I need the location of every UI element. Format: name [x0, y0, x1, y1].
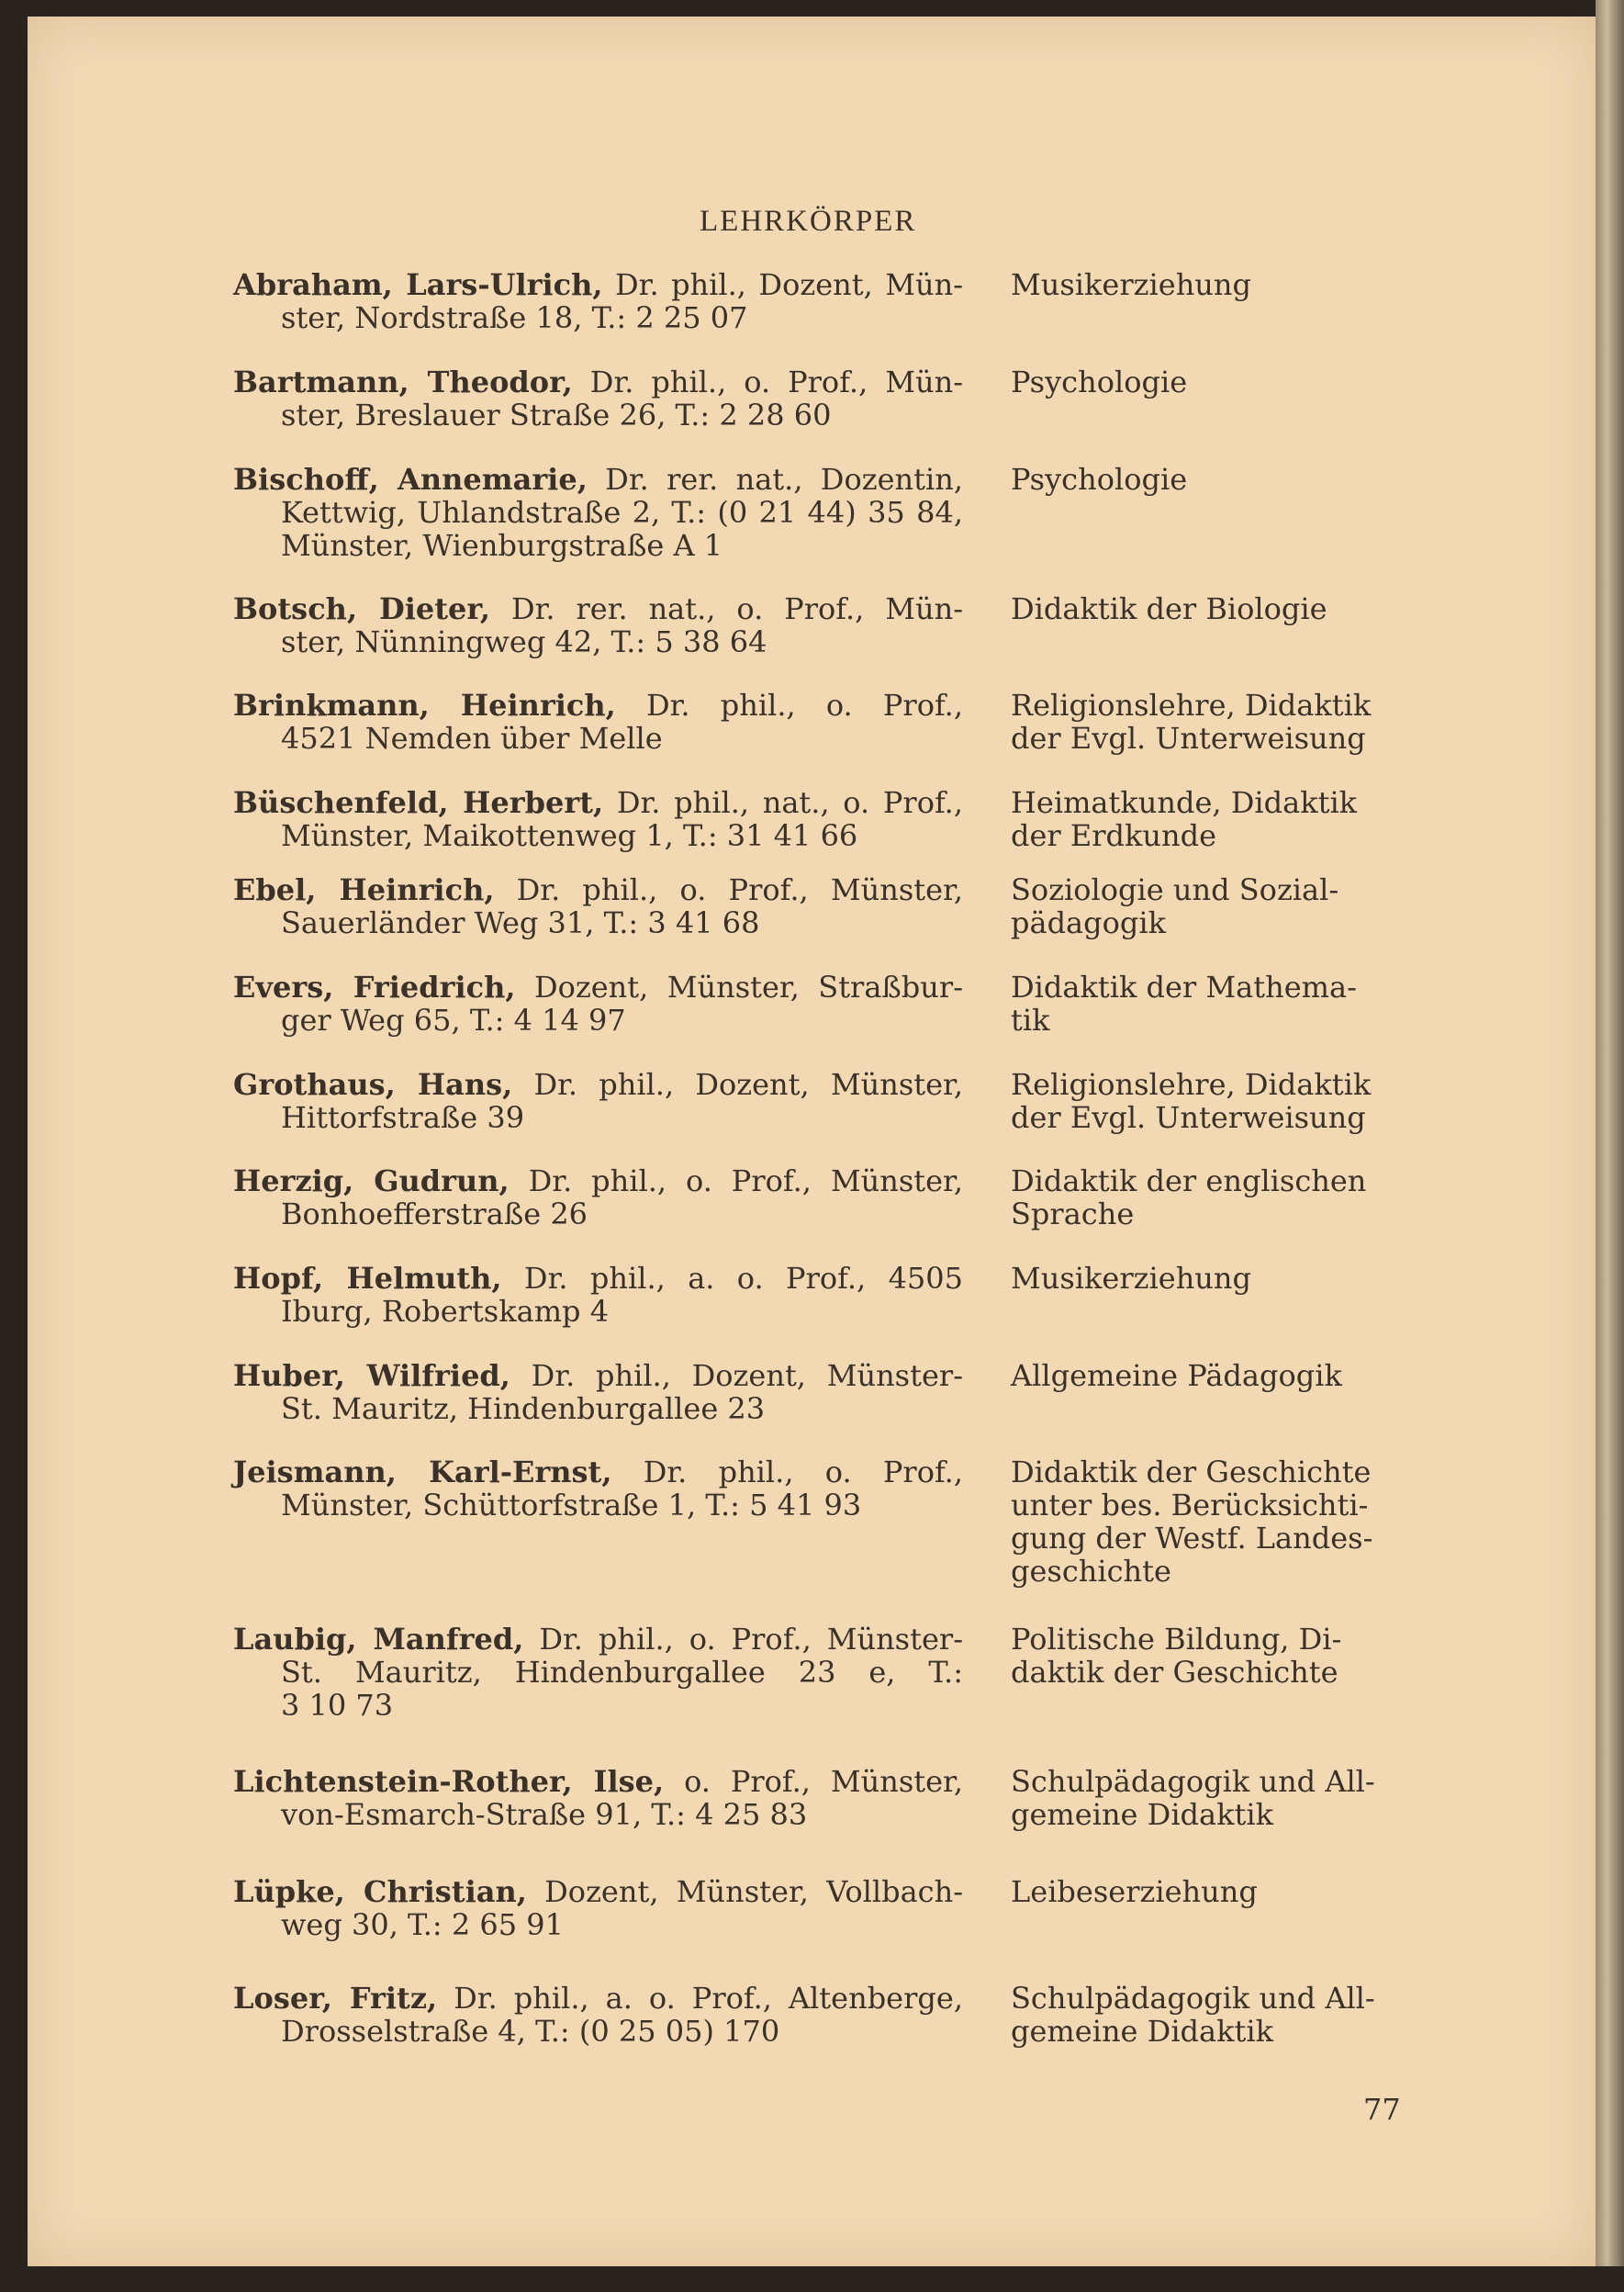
entry-address-line: Münster, Schüttorfstraße 1, T.: 5 41 93 [281, 1488, 862, 1522]
entry-details [233, 1262, 963, 1328]
entry-address-line: Drosselstraße 4, T.: (0 25 05) 170 [281, 2014, 780, 2049]
subject-line: gemeine Didaktik [1011, 1797, 1273, 1832]
entry-details [233, 1068, 963, 1134]
person-title: Dr. phil., nat., o. Prof., [603, 785, 964, 820]
entry-first-line [233, 873, 963, 906]
person-name: Abraham, Lars-Ulrich, [233, 267, 603, 302]
person-title: Dr. phil., o. Prof., Mün- [572, 365, 964, 399]
entry-address-line: von-Esmarch-Straße 91, T.: 4 25 83 [281, 1797, 808, 1832]
entry-details [233, 1164, 963, 1230]
person-name: Jeismann, Karl-Ernst, [233, 1455, 612, 1489]
person-name: Laubig, Manfred, [233, 1622, 524, 1657]
subject-line: Politische Bildung, Di- [1011, 1622, 1342, 1657]
subject-line: Musikerziehung [1011, 267, 1251, 302]
entry-first-line [233, 689, 963, 722]
person-title: o. Prof., Münster, [664, 1764, 964, 1799]
entry-subject [1011, 1359, 1406, 1392]
person-title: Dr. phil., o. Prof., Münster- [523, 1622, 963, 1657]
entry-address-line: ster, Nünningweg 42, T.: 5 38 64 [281, 624, 767, 659]
entry-details [233, 268, 963, 334]
entry-subject [1011, 786, 1406, 852]
entry-first-line [233, 1359, 963, 1392]
entry-address-line: Kettwig, Uhlandstraße 2, T.: (0 21 44) 35 84, [281, 495, 963, 530]
entry-address-line: St. Mauritz, Hindenburgallee 23 e, T.: [281, 1655, 963, 1690]
entry-details [233, 592, 963, 658]
entry-subject [1011, 1875, 1406, 1908]
person-title: Dr. rer. nat., Dozentin, [587, 462, 964, 497]
entry-subject [1011, 268, 1406, 301]
subject-line: Heimatkunde, Didaktik [1011, 785, 1358, 820]
page-edge-right [1596, 0, 1624, 2292]
subject-line: Psychologie [1011, 462, 1188, 497]
entry-subject [1011, 873, 1406, 939]
person-name: Bartmann, Theodor, [233, 365, 573, 399]
subject-line: Schulpädagogik und All- [1011, 1764, 1375, 1799]
page-number: 77 [1363, 2092, 1401, 2127]
entry-first-line [233, 268, 963, 301]
person-title: Dr. rer. nat., o. Prof., Mün- [490, 591, 964, 626]
entry-subject [1011, 1765, 1406, 1831]
person-name: Herzig, Gudrun, [233, 1163, 510, 1198]
subject-line: Sprache [1011, 1197, 1135, 1231]
subject-line: Didaktik der Geschichte [1011, 1455, 1372, 1489]
person-name: Lüpke, Christian, [233, 1874, 527, 1909]
entry-details [233, 873, 963, 939]
subject-line: Religionslehre, Didaktik [1011, 1067, 1372, 1102]
entry-details [233, 1765, 963, 1831]
subject-line: geschichte [1011, 1554, 1171, 1589]
subject-line: der Evgl. Unterweisung [1011, 721, 1366, 756]
entry-details [233, 786, 963, 852]
entry-first-line [233, 1164, 963, 1197]
person-title: Dr. phil., Dozent, Münster- [510, 1358, 963, 1393]
entry-details [233, 463, 963, 562]
person-title: Dozent, Münster, Straßbur- [515, 970, 964, 1005]
entry-subject [1011, 971, 1406, 1037]
entry-address-line: 3 10 73 [281, 1688, 394, 1723]
entry-address-line: ster, Breslauer Straße 26, T.: 2 28 60 [281, 398, 832, 433]
subject-line: Religionslehre, Didaktik [1011, 688, 1372, 723]
entry-details [233, 1875, 963, 1941]
subject-line: Psychologie [1011, 365, 1188, 399]
entry-address-line: ster, Nordstraße 18, T.: 2 25 07 [281, 300, 748, 335]
person-name: Hopf, Helmuth, [233, 1261, 502, 1296]
entry-details [233, 365, 963, 432]
entry-first-line [233, 1982, 963, 2015]
page-title: LEHRKÖRPER [700, 205, 917, 238]
entry-address-line: Iburg, Robertskamp 4 [281, 1294, 610, 1329]
subject-line: Allgemeine Pädagogik [1011, 1358, 1342, 1393]
entry-subject [1011, 1982, 1406, 2048]
entry-address-line: Bonhoefferstraße 26 [281, 1197, 588, 1231]
entry-address-line: Münster, Wienburgstraße A 1 [281, 528, 723, 563]
person-name: Evers, Friedrich, [233, 970, 516, 1005]
person-name: Ebel, Heinrich, [233, 872, 495, 907]
entry-details [233, 1455, 963, 1522]
person-title: Dr. phil., o. Prof., [615, 688, 964, 723]
entry-first-line [233, 365, 963, 399]
entry-subject [1011, 1164, 1406, 1230]
entry-first-line [233, 1068, 963, 1101]
entry-first-line [233, 1765, 963, 1798]
person-title: Dr. phil., o. Prof., Münster, [509, 1163, 964, 1198]
subject-line: pädagogik [1011, 905, 1166, 940]
subject-line: Leibeserziehung [1011, 1874, 1258, 1909]
entry-first-line [233, 1455, 963, 1489]
entry-address-line: ger Weg 65, T.: 4 14 97 [281, 1003, 626, 1038]
entry-subject [1011, 463, 1406, 496]
entry-details [233, 971, 963, 1037]
entry-first-line [233, 1623, 963, 1656]
person-title: Dr. phil., o. Prof., Münster, [494, 872, 964, 907]
entry-address-line: St. Mauritz, Hindenburgallee 23 [281, 1391, 766, 1426]
entry-first-line [233, 1875, 963, 1908]
person-name: Lichtenstein-Rother, Ilse, [233, 1764, 665, 1799]
person-name: Botsch, Dieter, [233, 591, 491, 626]
subject-line: gung der Westf. Landes- [1011, 1521, 1373, 1556]
entry-first-line [233, 463, 963, 496]
person-title: Dozent, Münster, Vollbach- [526, 1874, 964, 1909]
person-title: Dr. phil., a. o. Prof., 4505 [501, 1261, 964, 1296]
entry-details [233, 1359, 963, 1425]
entry-subject [1011, 689, 1406, 755]
entry-first-line [233, 786, 963, 819]
subject-line: daktik der Geschichte [1011, 1655, 1338, 1690]
subject-line: Didaktik der Mathema- [1011, 970, 1357, 1005]
entry-subject [1011, 1623, 1406, 1689]
person-title: Dr. phil., a. o. Prof., Altenberge, [437, 1981, 964, 2016]
person-name: Bischoff, Annemarie, [233, 462, 588, 497]
person-name: Grothaus, Hans, [233, 1067, 513, 1102]
person-title: Dr. phil., Dozent, Mün- [602, 267, 964, 302]
subject-line: Didaktik der Biologie [1011, 591, 1327, 626]
subject-line: der Erdkunde [1011, 818, 1217, 853]
person-title: Dr. phil., Dozent, Münster, [512, 1067, 964, 1102]
entry-address-line: 4521 Nemden über Melle [281, 721, 663, 756]
subject-line: Didaktik der englischen [1011, 1163, 1367, 1198]
person-name: Loser, Fritz, [233, 1981, 438, 2016]
entry-subject [1011, 1455, 1406, 1588]
entry-subject [1011, 1262, 1406, 1295]
entry-address-line: Sauerländer Weg 31, T.: 3 41 68 [281, 905, 760, 940]
entry-address-line: Münster, Maikottenweg 1, T.: 31 41 66 [281, 818, 858, 853]
person-name: Huber, Wilfried, [233, 1358, 510, 1393]
entry-details [233, 689, 963, 755]
entry-details [233, 1982, 963, 2048]
entry-first-line [233, 592, 963, 625]
page-edge-bottom [0, 2266, 1624, 2292]
entry-address-line: Hittorfstraße 39 [281, 1100, 525, 1135]
entry-address-line: weg 30, T.: 2 65 91 [281, 1907, 564, 1942]
person-title: Dr. phil., o. Prof., [611, 1455, 964, 1489]
entry-subject [1011, 1068, 1406, 1134]
subject-line: tik [1011, 1003, 1050, 1038]
person-name: Büschenfeld, Herbert, [233, 785, 604, 820]
subject-line: gemeine Didaktik [1011, 2014, 1273, 2049]
entry-first-line [233, 971, 963, 1004]
subject-line: Schulpädagogik und All- [1011, 1981, 1375, 2016]
entry-subject [1011, 592, 1406, 625]
entry-details [233, 1623, 963, 1722]
subject-line: Musikerziehung [1011, 1261, 1251, 1296]
entry-subject [1011, 365, 1406, 399]
subject-line: unter bes. Berücksichti- [1011, 1488, 1369, 1522]
entry-first-line [233, 1262, 963, 1295]
subject-line: der Evgl. Unterweisung [1011, 1100, 1366, 1135]
subject-line: Soziologie und Sozial- [1011, 872, 1339, 907]
person-name: Brinkmann, Heinrich, [233, 688, 616, 723]
